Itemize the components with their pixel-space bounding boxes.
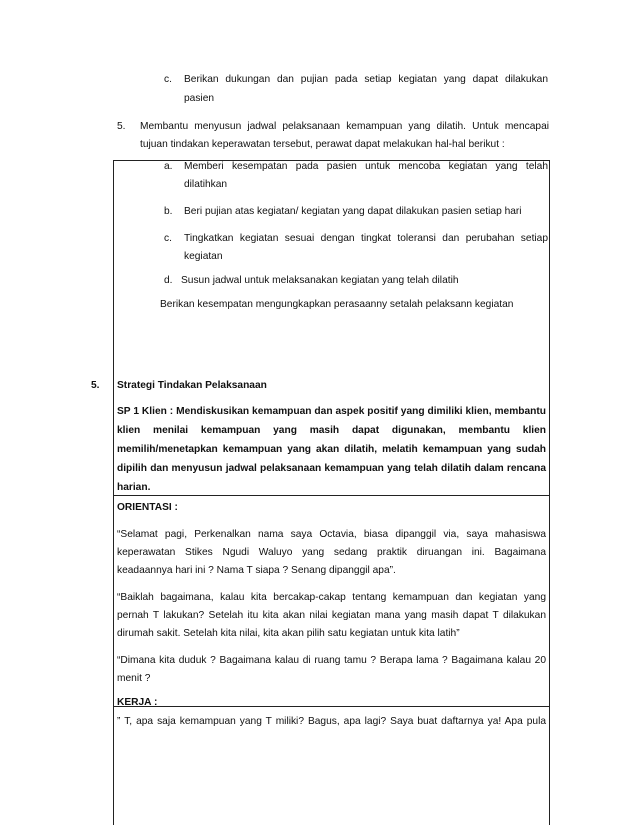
kerja-heading-text: KERJA : (117, 697, 158, 706)
section-number: 5. (91, 380, 100, 391)
sp1-line-2: klien menilai kemampuan yang masih dapat digunakan, membantu klien (117, 425, 546, 436)
kerja-line1: ” T, apa saja kemampuan yang T miliki? Bagus, apa lagi? Saya buat daftarnya ya! Apa pula (117, 716, 546, 727)
kerja-heading (117, 697, 157, 706)
sp1-line-5: harian. (117, 482, 151, 493)
box1-item-a-marker: a. (164, 161, 173, 172)
sp1-line-3: memilih/menetapkan kemampuan yang akan dilatih, melatih kemampuan yang sudah (117, 444, 546, 455)
box1-item-a-line2: dilatihkan (184, 179, 228, 190)
orientasi-heading: ORIENTASI : (117, 502, 178, 513)
sp1-line-1: SP 1 Klien : Mendiskusikan kemampuan dan aspek positif yang dimiliki klien, membantu (117, 406, 546, 417)
item-c-line1: Berikan dukungan dan pujian pada setiap kegiatan yang dapat dilakukan (184, 74, 548, 85)
box1-item-d: d. Susun jadwal untuk melaksanakan kegiatan yang telah dilatih (164, 275, 459, 286)
box1-item-b-marker: b. (164, 206, 173, 217)
box1-right-border (549, 160, 550, 825)
box1-extra-line: Berikan kesempatan mengungkapkan perasaanny setalah pelaksann kegiatan (160, 299, 514, 310)
box1-item-a-line1: Memberi kesempatan pada pasien untuk mencoba kegiatan yang telah (184, 161, 548, 172)
kerja-top-border (113, 706, 550, 707)
orientasi-p2-line2: pernah T lakukan? Setelah itu kita akan nilai kegiatan mana yang masih dapat T dilakukan (117, 610, 546, 621)
item-c-line2: pasien (184, 93, 215, 104)
box1-item-c-line1: Tingkatkan kegiatan sesuai dengan tingkat toleransi dan perubahan setiap (184, 233, 548, 244)
box1-item-c-line2: kegiatan (184, 251, 223, 262)
orientasi-top-border (113, 495, 550, 496)
box1-item-b-text: Beri pujian atas kegiatan/ kegiatan yang dapat dilakukan pasien setiap hari (184, 206, 522, 217)
orientasi-p2-line3: dirumah sakit. Setelah kita nilai, kita akan pilih satu kegiatan untuk kita latih” (117, 628, 460, 639)
orientasi-p2-line1: “Baiklah bagaimana, kalau kita bercakap-cakap tentang kemampuan dan kegiatan yang (117, 592, 546, 603)
item-5-line2: tujuan tindakan keperawatan tersebut, perawat dapat melakukan hal-hal berikut : (140, 139, 505, 150)
orientasi-p3-line2: menit ? (117, 673, 151, 684)
item-c-marker: c. (164, 74, 172, 85)
orientasi-p1-line2: keperawatan Stikes Ngudi Waluyo yang sedang praktik diruangan ini. Bagaimana (117, 547, 546, 558)
box1-left-border (113, 160, 114, 825)
orientasi-p1-line1: “Selamat pagi, Perkenalkan nama saya Octavia, biasa dipanggil via, saya mahasiswa (117, 529, 546, 540)
orientasi-p1-line3: keadaannya hari ini ? Nama T siapa ? Senang dipanggil apa”. (117, 565, 396, 576)
item-5-line1: Membantu menyusun jadwal pelaksanaan kemampuan yang dilatih. Untuk mencapai (140, 121, 549, 132)
sp1-line-4: dipilih dan menyusun jadwal pelaksanaan kemampuan yang telah dilatih dalam rencana (117, 463, 546, 474)
section-title: Strategi Tindakan Pelaksanaan (117, 380, 267, 391)
orientasi-p3-line1: “Dimana kita duduk ? Bagaimana kalau di ruang tamu ? Berapa lama ? Bagaimana kalau 20 (117, 655, 546, 666)
item-5-marker: 5. (117, 121, 126, 132)
box1-item-c-marker: c. (164, 233, 172, 244)
